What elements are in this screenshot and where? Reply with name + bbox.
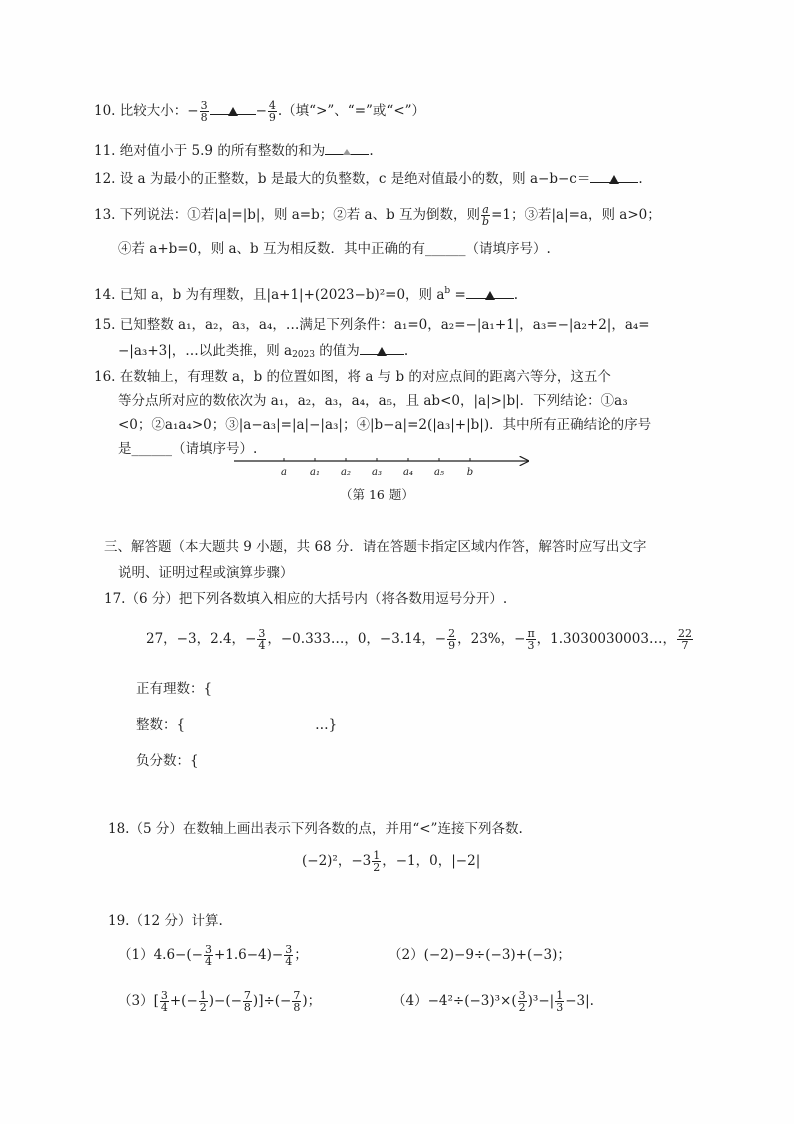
q10-f2-num: 4 — [268, 99, 276, 112]
q13-frac-num: a — [482, 203, 489, 216]
q17-set-2-label: 整数：{ — [136, 717, 186, 733]
q19-p3-fraction-2 — [199, 990, 208, 1013]
q11-text: 11. 绝对值小于 5.9 的所有整数的和为 — [94, 143, 326, 159]
q18-expr-a: (−2)²，−3 — [302, 853, 372, 869]
q19-p1-b: +1.6−4)− — [213, 947, 284, 963]
q17-set-3-label: 负分数：{ — [136, 753, 199, 769]
q19-p3-b: +(− — [169, 993, 198, 1009]
q15-line-2-a: −|a₃+3|，…以此类推，则 a — [118, 343, 293, 359]
number-line-label: a₄ — [403, 467, 413, 478]
q17-f3-sign: − — [514, 631, 526, 647]
q17-f4-num: 22 — [677, 627, 692, 640]
number-line-label: a₅ — [434, 467, 444, 478]
q18-fraction — [372, 850, 381, 873]
question-13-line-2 — [118, 238, 551, 260]
q19-p3-d: )]÷(− — [252, 993, 292, 1009]
question-11 — [94, 140, 374, 162]
q17-f3-num: π — [527, 627, 535, 640]
q16-line-3-text: <0；②a₁a₄>0；③|a−a₃|=|a|−|a₃|；④|b−a|=2(|a₃|+|b|)．其中所有正确结论的序号 — [118, 417, 652, 433]
q19-p3-f4-num: 7 — [293, 989, 301, 1002]
q14-text: 14. 已知 a，b 为有理数，且|a+1|+(2023−b)²=0，则 a — [94, 287, 445, 303]
section-3-heading-line-1 — [104, 536, 646, 558]
q17-set-negative-fractions[interactable] — [136, 750, 199, 772]
q19-p3-f1-den: 4 — [160, 1001, 168, 1014]
q19-p3-f3-den: 8 — [243, 1001, 251, 1014]
q19-p3-f4-den: 8 — [293, 1001, 301, 1014]
q17-set-positive-rational[interactable] — [136, 678, 212, 700]
q15-subscript: 2023 — [292, 350, 316, 360]
q17-number-list — [146, 628, 694, 651]
q17-set-1-label: 正有理数：{ — [136, 681, 213, 697]
q19-p3-f1-num: 3 — [160, 989, 168, 1002]
section-3-heading-line-2 — [118, 562, 294, 584]
q19-part-1 — [118, 944, 308, 967]
q17-nums-b: ，−0.333…，0，−3.14， — [267, 631, 435, 647]
question-15-line-1 — [94, 314, 650, 336]
q16-number-line — [230, 452, 540, 482]
q19-p1-c: ； — [294, 947, 308, 963]
q10-sign-1: − — [187, 103, 199, 119]
q17-nums-a: 27，−3，2.4， — [146, 631, 246, 647]
q10-answer-blank[interactable] — [210, 100, 256, 115]
q17-f2-num: 2 — [448, 627, 456, 640]
question-15-line-2 — [118, 340, 408, 366]
q10-f2-den: 9 — [268, 111, 276, 124]
q17-nums-c: ，23%， — [457, 631, 515, 647]
q17-set-integers[interactable] — [136, 714, 337, 736]
q13-frac-den: b — [482, 215, 490, 228]
triangle-icon — [609, 175, 619, 184]
q19-p2-text: （2）(−2)−9÷(−3)+(−3)； — [388, 947, 571, 963]
q17-fraction-3 — [526, 628, 535, 651]
q19-p3-c: )−(− — [208, 993, 242, 1009]
q19-p4-a: （4）−4²÷(−3)³×( — [392, 993, 517, 1009]
q19-part-2 — [388, 944, 571, 966]
q19-p3-f2-num: 1 — [199, 989, 207, 1002]
q15-answer-blank[interactable] — [360, 340, 404, 355]
q14-answer-blank[interactable] — [466, 284, 514, 299]
q17-nums-d: ，1.3030030003…， — [536, 631, 676, 647]
q17-fraction-2 — [447, 628, 456, 651]
question-16-line-1 — [94, 366, 611, 388]
q14-exponent: b — [444, 286, 451, 296]
q19-part-4 — [392, 990, 594, 1013]
q11-answer-blank[interactable] — [325, 140, 369, 155]
q19-p4-f1-den: 2 — [518, 1001, 526, 1014]
q17-f2-sign: − — [434, 631, 447, 647]
q15-line-2-b: 的值为 — [315, 343, 360, 359]
q16-line-2-text: 等分点所对应的数依次为 a₁，a₂，a₃，a₄，a₅，且 ab<0，|a|>|b|．下列结论：①a₃ — [118, 393, 628, 409]
q19-p4-fraction-1 — [518, 990, 527, 1013]
q19-p1-f2-den: 4 — [285, 955, 293, 968]
question-12 — [94, 168, 643, 190]
question-13-line-1 — [94, 204, 661, 227]
q11-end: . — [369, 143, 374, 159]
q17-fraction-4 — [677, 628, 693, 651]
q19-p1-f1-den: 4 — [204, 955, 212, 968]
q13-line-2-text: ④若 a+b=0，则 a、b 互为相反数．其中正确的有______（请填序号）. — [118, 241, 551, 257]
q18-frac-num: 1 — [373, 849, 381, 862]
section-3-text-2: 说明、证明过程或演算步骤） — [118, 565, 294, 581]
q10-fraction-2 — [268, 100, 277, 123]
q17-f3-den: 3 — [527, 639, 535, 652]
q17-title-text: 17.（6 分）把下列各数填入相应的大括号内（将各数用逗号分开）. — [104, 591, 508, 607]
q19-p3-fraction-1 — [160, 990, 169, 1013]
q19-p4-fraction-2 — [555, 990, 564, 1013]
q19-p1-f2-num: 3 — [285, 943, 293, 956]
q19-p4-b: )³−| — [527, 993, 555, 1009]
q10-sign-2: − — [255, 103, 267, 119]
triangle-icon — [485, 291, 495, 300]
q10-f1-num: 3 — [200, 99, 208, 112]
question-16-line-2 — [118, 390, 628, 412]
q19-p3-e: )； — [302, 993, 322, 1009]
q17-set-2-end: …} — [315, 717, 338, 733]
q19-p1-fraction-2 — [284, 944, 293, 967]
q19-p4-f2-num: 1 — [556, 989, 564, 1002]
q19-p1-fraction-1 — [204, 944, 213, 967]
triangle-icon — [343, 149, 351, 155]
q12-end: . — [638, 171, 643, 187]
q15-end: . — [403, 343, 409, 359]
q19-p3-a: （3）[ — [118, 993, 159, 1009]
q19-p4-f2-den: 3 — [556, 1001, 564, 1014]
number-line-label: a₁ — [310, 467, 320, 478]
q18-expression — [302, 850, 480, 873]
q14-end: . — [513, 287, 519, 303]
q19-p1-a: （1）4.6−(− — [118, 947, 203, 963]
number-line-label: a₂ — [341, 467, 351, 478]
q19-p1-f1-num: 3 — [204, 943, 212, 956]
number-line-label: b — [466, 467, 474, 478]
question-18-title — [108, 818, 523, 840]
q19-p3-fraction-4 — [292, 990, 301, 1013]
q19-title-text: 19.（12 分）计算. — [108, 913, 223, 929]
q15-line-1-text: 15. 已知整数 a₁，a₂，a₃，a₄，…满足下列条件：a₁=0，a₂=−|a₁+1|，a₃=−|a₂+2|，a₄= — [94, 317, 650, 333]
number-line-label: a — [281, 467, 287, 478]
number-line-label: a₃ — [372, 467, 382, 478]
q18-expr-b: ，−1，0，|−2| — [382, 853, 481, 869]
q19-p3-f2-den: 2 — [199, 1001, 207, 1014]
q17-fraction-1 — [257, 628, 266, 651]
q10-suffix: .（填“>”、“=”或“<”） — [277, 103, 426, 119]
q18-title-text: 18.（5 分）在数轴上画出表示下列各数的点，并用“<”连接下列各数. — [108, 821, 523, 837]
q16-caption: （第 16 题） — [340, 487, 414, 502]
q19-p4-c: −3|. — [565, 993, 594, 1009]
section-3-text-1: 三、解答题（本大题共 9 小题，共 68 分．请在答题卡指定区域内作答，解答时应写出文字 — [104, 539, 647, 555]
question-10 — [94, 100, 425, 123]
q10-f1-den: 8 — [200, 111, 208, 124]
question-14 — [94, 280, 518, 306]
triangle-icon — [228, 107, 238, 116]
q16-line-4-text: 是______（请填序号）. — [118, 441, 258, 457]
q17-f4-den: 7 — [681, 639, 689, 652]
q13-fraction — [481, 204, 490, 227]
q17-f1-den: 4 — [258, 639, 266, 652]
q12-text: 12. 设 a 为最小的正整数，b 是最大的负整数，c 是绝对值最小的数，则 a−b−c＝ — [94, 171, 591, 187]
q14-equals: = — [450, 287, 466, 303]
q13-text-b: =1；③若|a|=a，则 a>0； — [491, 207, 661, 223]
q18-frac-den: 2 — [373, 861, 381, 874]
q19-p3-fraction-3 — [243, 990, 252, 1013]
q10-fraction-1 — [200, 100, 209, 123]
q19-p3-f3-num: 7 — [243, 989, 251, 1002]
question-19-title — [108, 910, 223, 932]
q17-f1-sign: − — [245, 631, 257, 647]
question-17-title — [104, 588, 507, 610]
q19-p4-f1-num: 3 — [518, 989, 526, 1002]
q13-text-a: 13. 下列说法：①若|a|=|b|，则 a=b；②若 a、b 互为倒数，则 — [94, 207, 481, 223]
triangle-icon — [377, 347, 387, 356]
question-16-line-3 — [118, 414, 651, 436]
q17-f1-num: 3 — [258, 627, 266, 640]
q12-answer-blank[interactable] — [590, 168, 638, 183]
q16-line-1-text: 16. 在数轴上，有理数 a，b 的位置如图，将 a 与 b 的对应点间的距离六等分，这五个 — [94, 369, 611, 385]
q10-prefix: 10. 比较大小： — [94, 103, 188, 119]
q17-f2-den: 9 — [448, 639, 456, 652]
q19-part-3 — [118, 990, 321, 1013]
